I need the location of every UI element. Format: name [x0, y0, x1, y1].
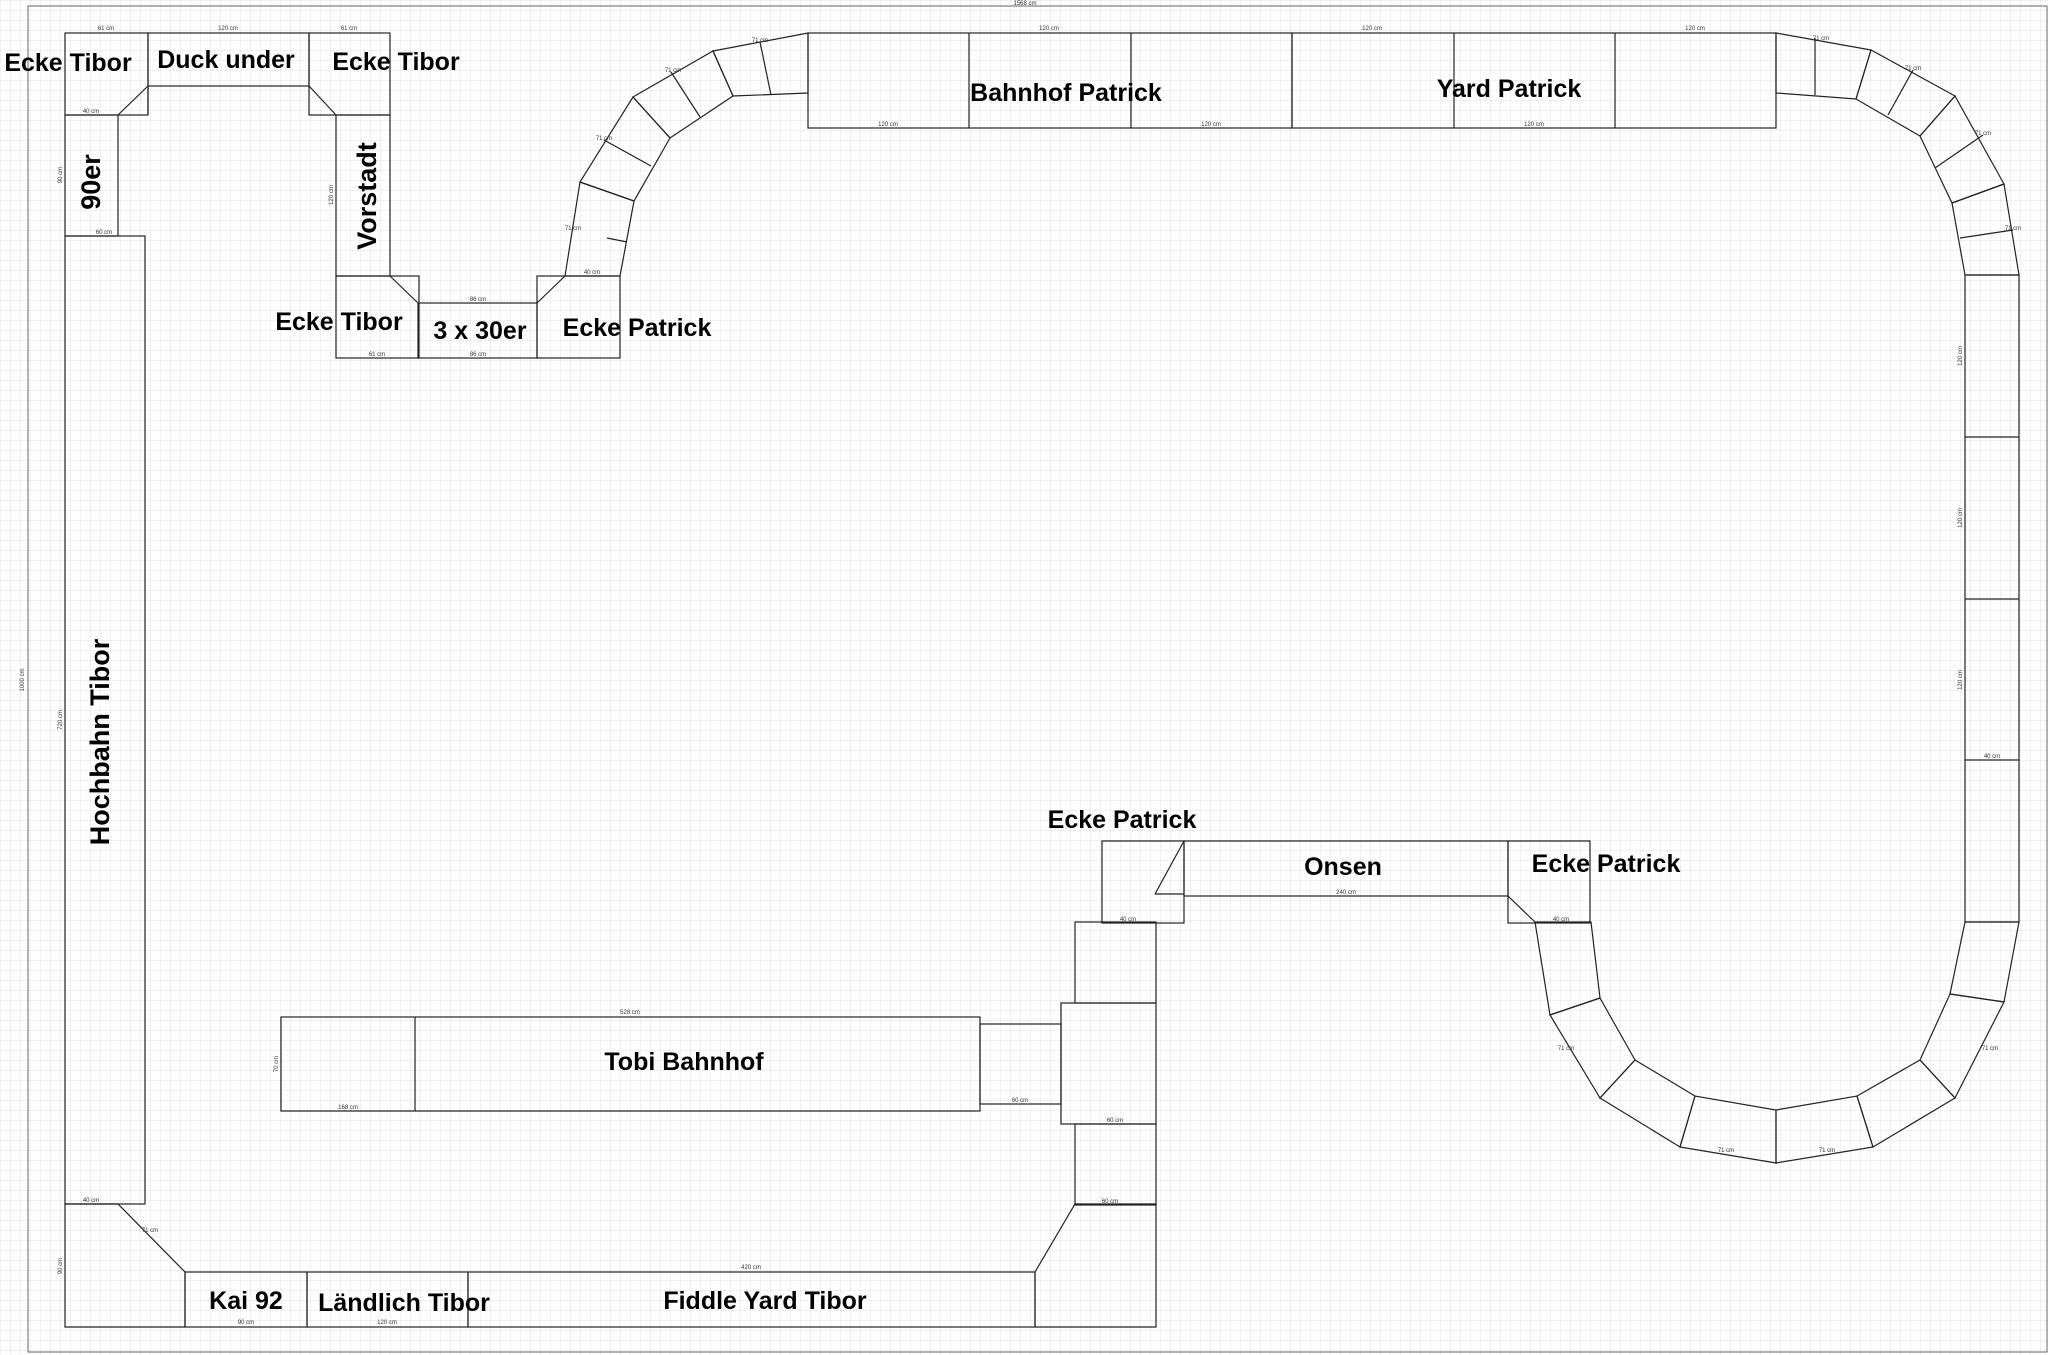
dimension-label: 71 cm [141, 1228, 159, 1234]
label-vorstadt: Vorstadt [352, 142, 382, 250]
dimension-label: 71 cm [1904, 66, 1922, 72]
dimension-label: 40 cm [1552, 917, 1570, 923]
dimension-label: 86 cm [469, 297, 487, 303]
label-laendlich-tibor: Ländlich Tibor [318, 1289, 490, 1317]
dimension-label: 40 cm [583, 270, 601, 276]
label-3x30er: 3 x 30er [433, 317, 527, 345]
dimension-label: 71 cm [1974, 131, 1992, 137]
label-duck-under: Duck under [157, 46, 295, 74]
label-bahnhof-patrick: Bahnhof Patrick [970, 79, 1162, 107]
label-fiddle-yard-tibor: Fiddle Yard Tibor [663, 1287, 867, 1315]
label-onsen: Onsen [1304, 853, 1382, 881]
dimension-label: 120 cm [218, 26, 238, 32]
dimension-label: 120 cm [1958, 670, 1964, 690]
label-kai-92: Kai 92 [209, 1287, 283, 1315]
label-ecke-tibor-mid: Ecke Tibor [275, 308, 403, 336]
dimension-label: 61 cm [340, 26, 358, 32]
dimension-label: 71 cm [564, 226, 582, 232]
dimension-label: 120 cm [1685, 26, 1705, 32]
overall-width-label: 1568 cm [1013, 1, 1037, 7]
dimension-label: 61 cm [368, 352, 386, 358]
dimension-label: 120 cm [1362, 26, 1382, 32]
dimension-label: 60 cm [1101, 1199, 1119, 1205]
dimension-label: 40 cm [1983, 754, 2001, 760]
dimension-label: 420 cm [741, 1265, 761, 1271]
label-90er: 90er [76, 154, 106, 210]
label-ecke-tibor-top-left: Ecke Tibor [4, 49, 132, 77]
dimension-label: 120 cm [1039, 26, 1059, 32]
dimension-label: 71 cm [1812, 36, 1830, 42]
dimension-label: 60 cm [95, 230, 113, 236]
dimension-label: 71 cm [751, 38, 769, 44]
dimension-label: 40 cm [82, 109, 100, 115]
dimension-label: 61 cm [97, 26, 115, 32]
label-hochbahn-tibor: Hochbahn Tibor [85, 638, 115, 846]
dimension-label: 60 cm [1011, 1098, 1029, 1104]
label-ecke-patrick-onsen-left: Ecke Patrick [1047, 806, 1197, 834]
dimension-label: 40 cm [1119, 917, 1137, 923]
dimension-label: 71 cm [2004, 226, 2022, 232]
dimension-label: 90 cm [58, 1257, 64, 1275]
dimension-label: 528 cm [620, 1010, 640, 1016]
dimension-label: 90 cm [237, 1320, 255, 1326]
dimension-label: 60 cm [1106, 1118, 1124, 1124]
dimension-label: 71 cm [1557, 1046, 1575, 1052]
dimension-label: 240 cm [1336, 890, 1356, 896]
label-ecke-patrick-onsen-right: Ecke Patrick [1531, 850, 1681, 878]
label-yard-patrick: Yard Patrick [1436, 75, 1582, 103]
dimension-label: 70 cm [274, 1055, 280, 1073]
dimension-label: 40 cm [82, 1198, 100, 1204]
dimension-label: 71 cm [1818, 1148, 1836, 1154]
dimension-label: 90 cm [58, 166, 64, 184]
dimension-label: 86 cm [469, 352, 487, 358]
dimension-label: 120 cm [1958, 346, 1964, 366]
dimension-label: 71 cm [664, 68, 682, 74]
overall-height-label: 1000 cm [20, 668, 26, 692]
dimension-label: 120 cm [1958, 508, 1964, 528]
dimension-label: 120 cm [329, 185, 335, 205]
dimension-label: 120 cm [1201, 122, 1221, 128]
dimension-label: 71 cm [595, 136, 613, 142]
dimension-label: 120 cm [878, 122, 898, 128]
label-ecke-tibor-top-right: Ecke Tibor [332, 48, 460, 76]
label-tobi-bahnhof: Tobi Bahnhof [604, 1048, 764, 1076]
dimension-label: 71 cm [1717, 1148, 1735, 1154]
dimension-label: 720 cm [58, 710, 64, 730]
dimension-label: 71 cm [1981, 1046, 1999, 1052]
label-ecke-patrick-top: Ecke Patrick [562, 314, 712, 342]
dimension-label: 120 cm [377, 1320, 397, 1326]
dimension-label: 168 cm [338, 1105, 358, 1111]
dimension-label: 120 cm [1524, 122, 1544, 128]
